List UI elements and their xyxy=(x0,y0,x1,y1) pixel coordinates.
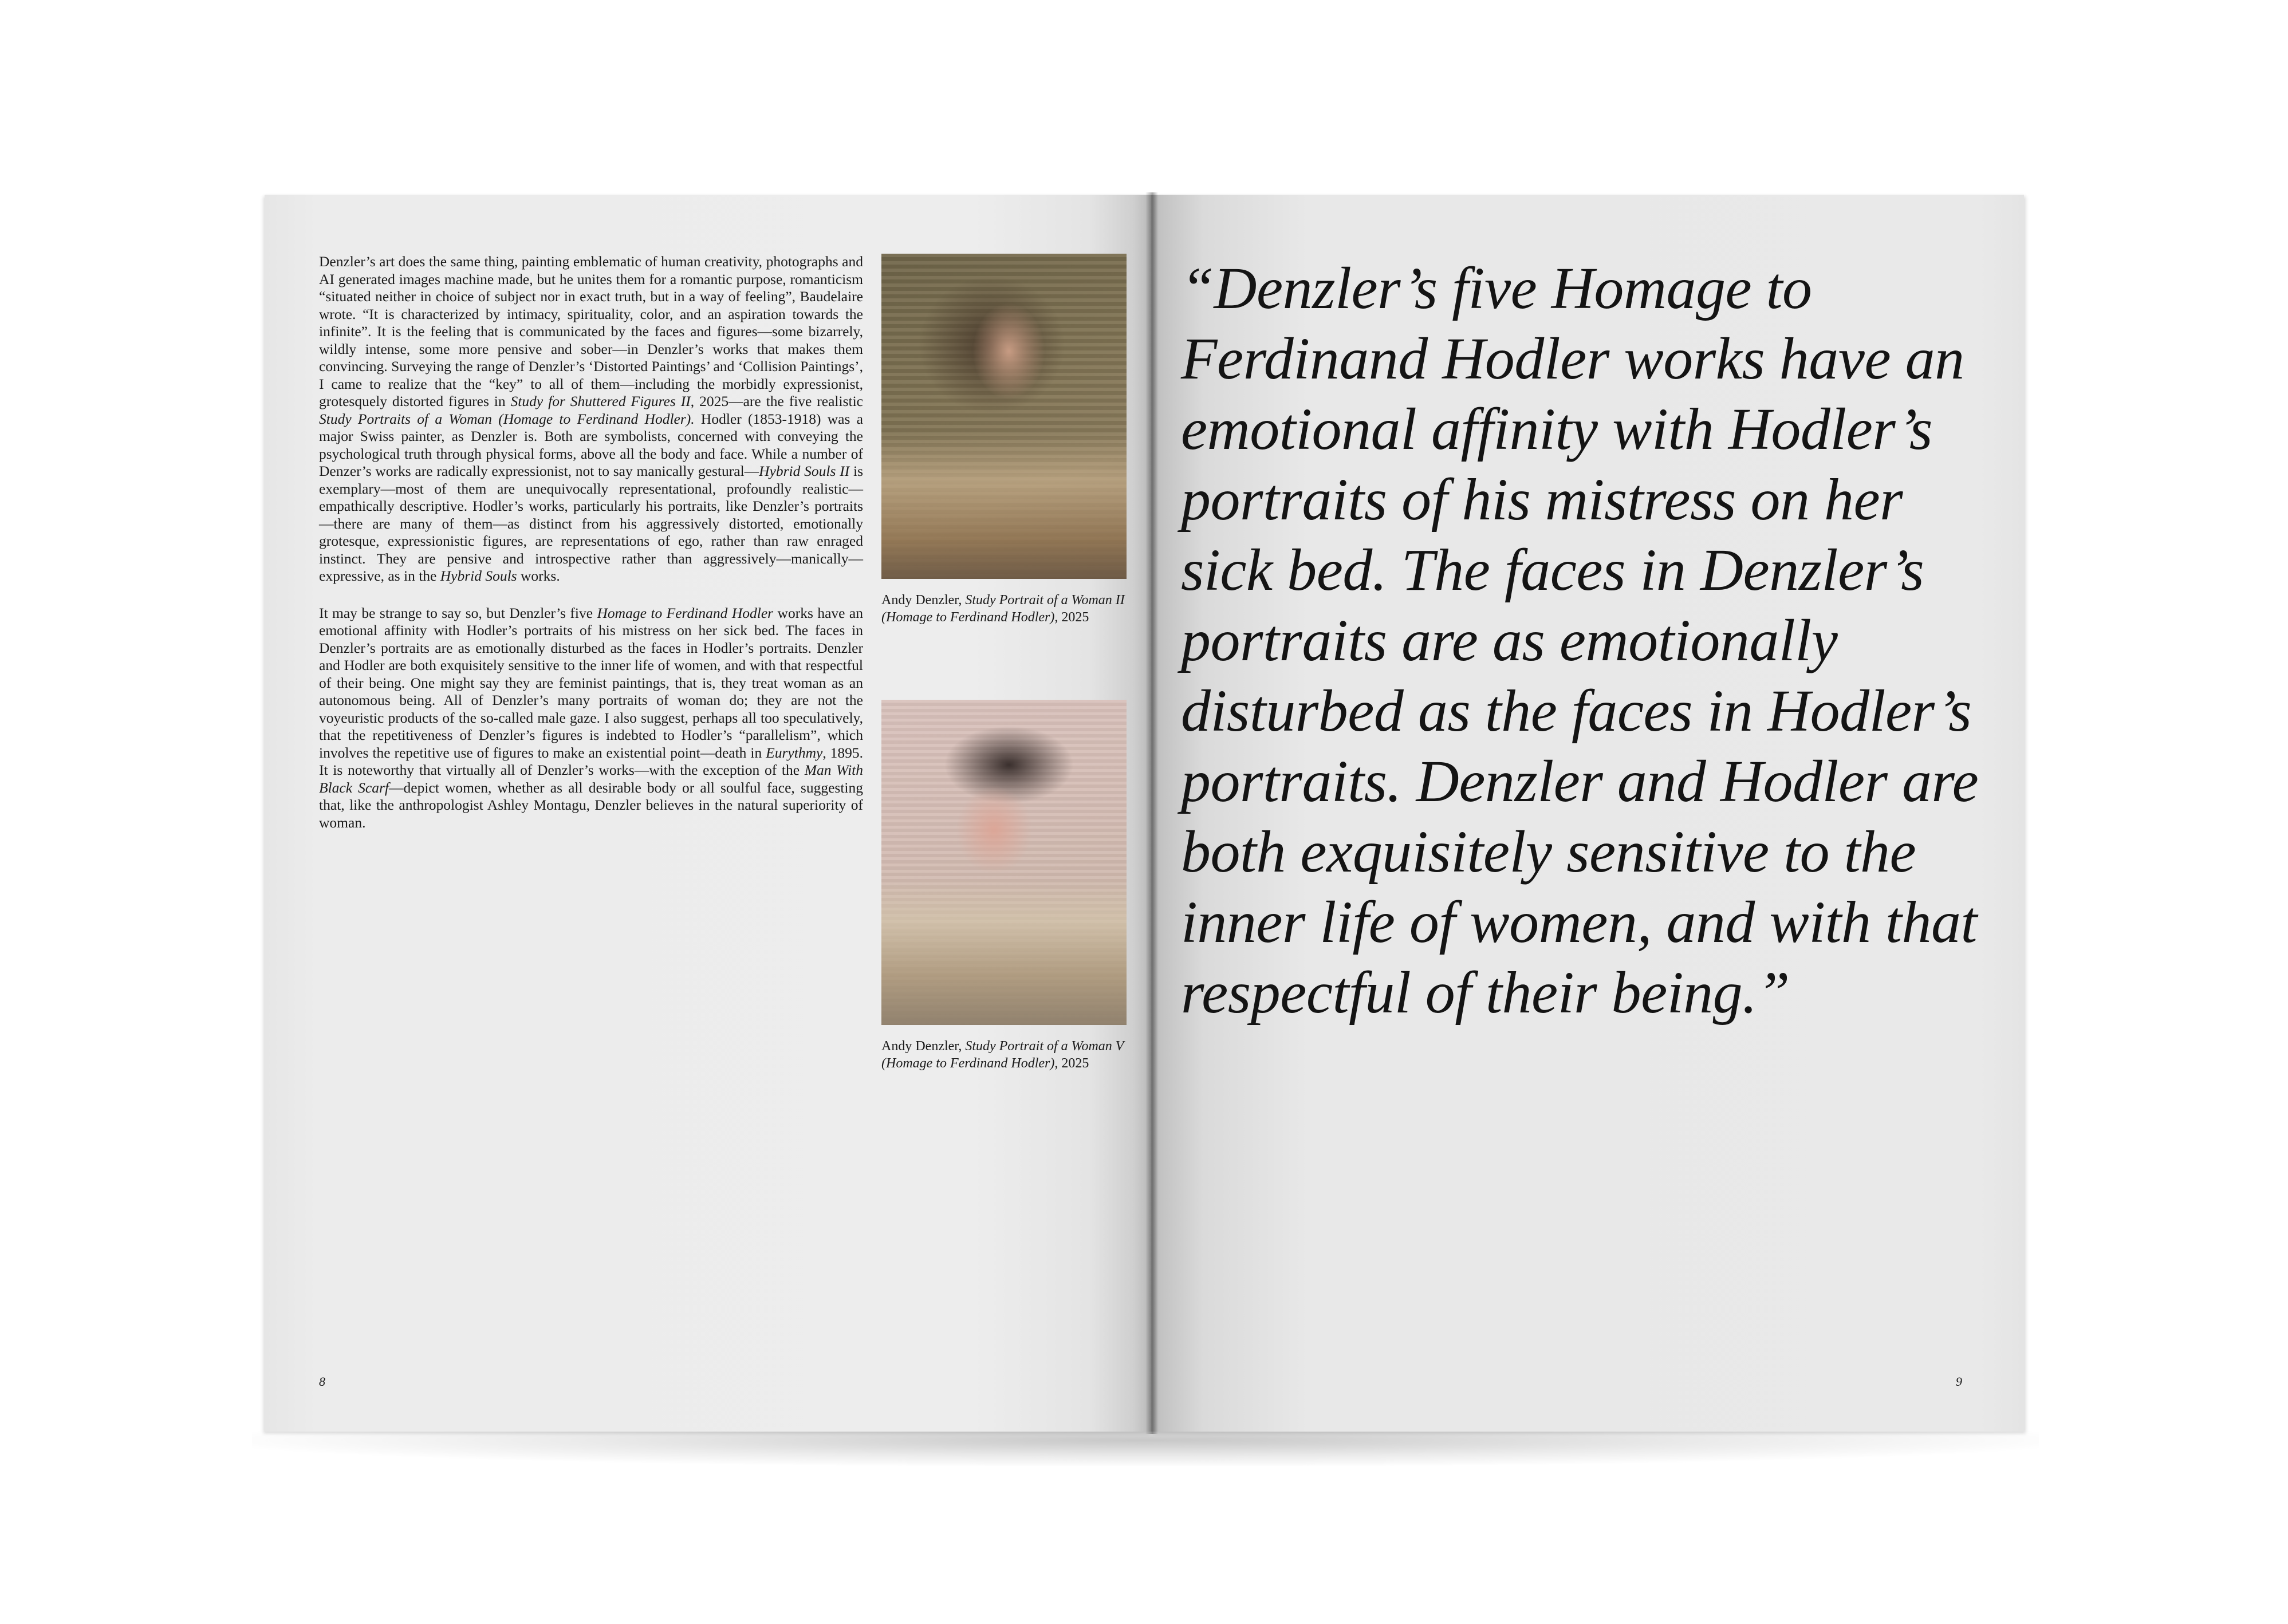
caption-title: Study Portrait of a Woman II (Homage to Ferdinand Hodler) xyxy=(881,593,1125,625)
body-text xyxy=(319,253,863,851)
caption-year: , 2025 xyxy=(1054,610,1089,625)
figure-caption xyxy=(881,592,1127,626)
painting-image xyxy=(881,700,1127,1025)
caption-title: Study Portrait of a Woman V (Homage to Ferdinand Hodler) xyxy=(881,1039,1124,1071)
book-gutter xyxy=(1145,192,1158,1434)
pull-quote: “Denzler’s five Homage to Ferdinand Hodler works have an emotional affinity with Hodler’s portraits of his mistress on her sick bed. The faces in Denzler’s portraits are as emotionally disturbed as the faces in Hodler’s portraits. Denzler and Hodler are both exquisitely sensitive to the inner life of women, and with that respectful of their being.” xyxy=(1181,255,1979,1026)
paragraph-1: Denzler’s art does the same thing, painting emblematic of human creativity, photographs and AI generated images machine made, but he unites them for a romantic purpose, romanticism “situated neither in choice of subject nor in exact truth, but in a way of feeling”, Baudelaire wrote. “It is characterized by intimacy, spirituality, color, and an aspiration towards the infinite”. It is the feeling that is communicated by the faces and figures—some bizarrely, wildly intense, some more pensive and sober—in Denzler’s works that makes them convincing. Surveying the range of Denzler’s ‘Distorted Paintings’ and ‘Collision Paintings’, I came to realize that the “key” to all of them—including the morbidly expressionist, grotesquely distorted figures in Study for Shuttered Figures II, 2025—are the five realistic Study Portraits of a Woman (Homage to Ferdinand Hodler). Hodler (1853-1918) was a major Swiss painter, as Denzler is. Both are symbolists, concerned with conveying the psychological truth through physical forms, above all the body and face. While a number of Denzer’s works are radically expressionist, not to say manically gestural—Hybrid Souls II is exemplary—most of them are unequivocally representational, profoundly realistic—empathically descriptive. Hodler’s works, particularly his portraits, like Denzler’s portraits—there are many of them—as distinct from his aggressively distorted, emotionally grotesque, expressionistic figures, are representations of ego, rather than raw enraged instinct. They are pensive and introspective rather than aggressively—manically—expressive, as in the Hybrid Souls works. xyxy=(319,253,863,584)
painting-image xyxy=(881,254,1127,579)
caption-artist: Andy Denzler, xyxy=(881,593,966,608)
magazine-spread xyxy=(265,195,2024,1432)
figure-study-portrait-ii xyxy=(881,254,1127,626)
caption-year: , 2025 xyxy=(1054,1056,1089,1071)
page-number: 9 xyxy=(1956,1374,1962,1389)
page-number: 8 xyxy=(319,1374,325,1389)
caption-artist: Andy Denzler, xyxy=(881,1039,966,1054)
figure-study-portrait-v xyxy=(881,700,1127,1072)
figure-caption xyxy=(881,1038,1127,1072)
right-page xyxy=(1151,195,2024,1432)
paragraph-2: It may be strange to say so, but Denzler’s five Homage to Ferdinand Hodler works have an emotional affinity with Hodler’s portraits of his mistress on her sick bed. The faces in Denzler’s portraits are as emotionally disturbed as the faces in Hodler’s portraits. Denzler and Hodler are both exquisitely sensitive to the inner life of women, and with that respectful of their being. One might say they are feminist paintings, that is, they treat woman as an autonomous being. All of Denzler’s many portraits of woman do; they are not the voyeuristic products of the so-called male gaze. I also suggest, perhaps all too speculatively, that the repetitiveness of Denzler’s figures is indebted to Hodler’s “parallelism”, which involves the repetitive use of figures to make an existential point—death in Eurythmy, 1895. It is noteworthy that virtually all of Denzler’s works—with the exception of the Man With Black Scarf—depict women, whether as all desirable body or all soulful face, suggesting that, like the anthropologist Ashley Montagu, Denzler believes in the natural superiority of woman. xyxy=(319,604,864,831)
left-page xyxy=(265,195,1151,1432)
